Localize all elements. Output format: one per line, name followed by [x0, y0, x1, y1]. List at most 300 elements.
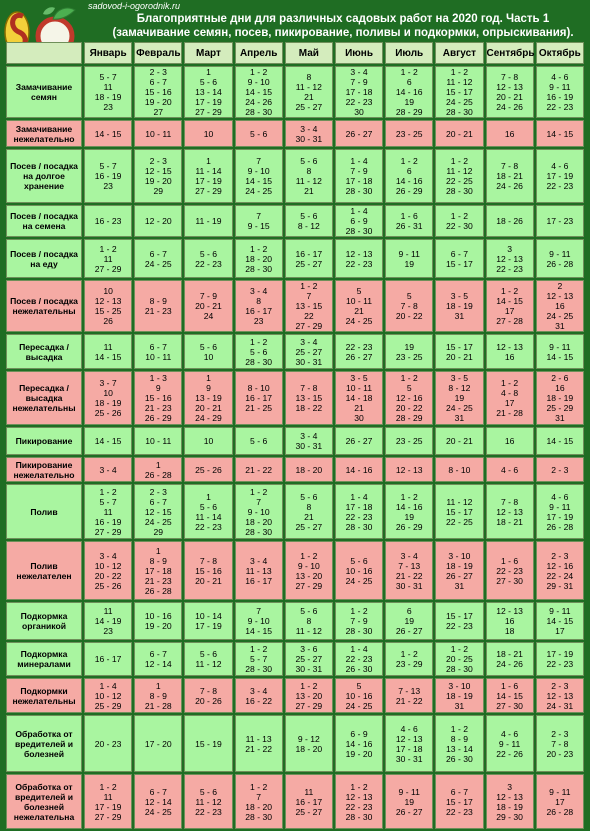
garden-calendar-table: [4, 40, 586, 831]
day-ranges: 11 - 13 21 - 22: [245, 733, 273, 754]
day-cell: [536, 334, 584, 369]
day-ranges: 4 - 6: [500, 464, 519, 475]
day-cell: [84, 541, 132, 600]
day-ranges: 20 - 21: [446, 436, 473, 446]
day-cell: [435, 642, 483, 676]
day-cell: [285, 120, 333, 147]
day-cell: [536, 541, 584, 600]
day-ranges: 1 8 - 9 21 - 28: [144, 680, 172, 711]
day-ranges: 6 19 26 - 27: [395, 606, 423, 636]
day-cell: [486, 541, 534, 600]
day-cell: [335, 678, 383, 713]
day-cell: [285, 239, 333, 278]
day-ranges: 1 - 2 7 9 - 10 18 - 20 28 - 30: [245, 486, 273, 537]
day-ranges: 2 - 6 16 18 - 19 25 - 29 31: [546, 373, 574, 423]
row-label: [6, 239, 82, 278]
day-cell: [134, 774, 182, 829]
day-cell: [235, 484, 283, 539]
day-ranges: 7 9 - 10 14 - 15: [245, 606, 273, 636]
day-ranges: 1 - 4 22 - 23 26 - 30: [345, 644, 373, 674]
day-cell: [84, 602, 132, 640]
month-header: Февраль: [134, 42, 182, 64]
day-cell: [184, 371, 232, 425]
row-label-text: Подкормка минералами: [17, 649, 71, 669]
day-cell: [335, 280, 383, 332]
day-cell: [134, 371, 182, 425]
page-title: [100, 12, 586, 40]
day-cell: [134, 280, 182, 332]
day-ranges: 6 - 7 10 - 11: [145, 341, 172, 362]
day-ranges: 5 - 6 8 11 - 12 21: [295, 156, 322, 196]
day-cell: [486, 334, 534, 369]
day-ranges: 14 - 15: [94, 436, 122, 446]
day-cell: [385, 149, 433, 203]
day-cell: [435, 66, 483, 118]
day-cell: [486, 280, 534, 332]
day-cell: [536, 427, 584, 455]
day-ranges: 1 - 4 10 - 12 25 - 29: [94, 680, 122, 711]
day-cell: [134, 457, 182, 482]
day-cell: [335, 334, 383, 369]
day-ranges: 1 - 2 18 - 20 28 - 30: [245, 243, 273, 274]
day-cell: [285, 66, 333, 118]
day-cell: [536, 484, 584, 539]
day-cell: [84, 427, 132, 455]
row-label-text: Пересадка / высадка: [19, 341, 69, 362]
day-cell: [285, 457, 333, 482]
day-cell: [285, 541, 333, 600]
day-cell: [84, 484, 132, 539]
day-cell: [84, 66, 132, 118]
day-cell: [435, 715, 483, 772]
day-ranges: 12 - 13 16: [496, 341, 523, 362]
day-cell: [385, 484, 433, 539]
day-ranges: 4 - 6 12 - 13 17 - 18 30 - 31: [395, 723, 423, 764]
day-ranges: 9 - 12 18 - 20: [295, 733, 323, 754]
day-cell: [385, 371, 433, 425]
day-cell: [184, 205, 232, 237]
day-cell: [385, 774, 433, 829]
row-label: [6, 678, 82, 713]
day-ranges: 1 26 - 28: [144, 459, 172, 480]
day-ranges: 1 - 2 14 - 16 19 26 - 29: [395, 491, 423, 532]
day-cell: [435, 774, 483, 829]
day-ranges: 17 - 19 22 - 23: [546, 649, 574, 669]
day-ranges: 2 - 3 6 - 7 15 - 16 19 - 20 27: [144, 67, 172, 117]
day-ranges: 22 - 23 26 - 27: [345, 341, 373, 362]
day-ranges: 1 - 6 26 - 31: [395, 211, 423, 231]
day-ranges: 7 - 8 13 - 15 18 - 22: [295, 383, 323, 413]
day-ranges: 9 - 11 26 - 28: [546, 248, 574, 269]
day-ranges: 25 - 26: [195, 464, 222, 475]
day-ranges: 1 - 2 22 - 30: [446, 211, 473, 231]
day-cell: [536, 239, 584, 278]
day-ranges: 10 - 11: [145, 128, 172, 139]
row-label: [6, 120, 82, 147]
day-ranges: 1 - 6 22 - 23 27 - 30: [496, 555, 523, 586]
day-ranges: 18 - 26: [496, 216, 523, 226]
day-cell: [385, 239, 433, 278]
header-row: [6, 42, 584, 64]
day-ranges: 5 - 6 8 21 25 - 27: [295, 491, 323, 532]
row-label-text: Посев / посадка на долгое хранение: [10, 161, 78, 191]
row-label: [6, 427, 82, 455]
month-header: Август: [435, 42, 483, 64]
day-ranges: 1 - 2 20 - 25 28 - 30: [446, 644, 473, 674]
day-ranges: 3 - 5 8 - 12 19 24 - 25 31: [446, 373, 473, 423]
month-header: Январь: [84, 42, 132, 64]
day-ranges: 7 9 - 15: [247, 211, 270, 231]
day-ranges: 10: [203, 436, 214, 446]
day-ranges: 1 - 4 7 - 9 17 - 18 28 - 30: [345, 156, 373, 196]
day-ranges: 3 - 4 8 16 - 17 23: [245, 286, 273, 326]
day-ranges: 7 - 9 20 - 21 24: [195, 291, 222, 321]
day-ranges: 7 - 8 12 - 13 18 - 21: [496, 496, 523, 527]
day-cell: [184, 120, 232, 147]
day-ranges: 11 14 - 19 23: [94, 606, 122, 636]
day-ranges: 12 - 20: [144, 216, 172, 226]
day-cell: [335, 602, 383, 640]
day-cell: [285, 371, 333, 425]
day-ranges: 26 - 27: [345, 436, 373, 446]
day-ranges: 1 - 2 13 - 20 27 - 29: [295, 680, 323, 711]
row-label-text: Пикирование: [15, 436, 73, 446]
day-cell: [335, 120, 383, 147]
row-label-text: Полив: [30, 506, 58, 517]
table-row: [6, 427, 584, 455]
day-cell: [385, 602, 433, 640]
day-ranges: 5 - 6: [250, 436, 268, 446]
row-label-text: Подкормка органикой: [20, 611, 68, 631]
day-cell: [84, 149, 132, 203]
day-cell: [285, 484, 333, 539]
day-ranges: 1 - 2 12 - 13 22 - 23 28 - 30: [345, 781, 373, 822]
row-label-text: Подкормки нежелательны: [12, 685, 76, 706]
day-ranges: 7 - 13 21 - 22: [395, 685, 423, 706]
day-cell: [385, 678, 433, 713]
title-line-2: (замачивание семян, посев, пикирование, поливы и подкормки, опрыскивания).: [112, 27, 574, 39]
day-ranges: 14 - 15: [546, 128, 574, 139]
day-cell: [84, 678, 132, 713]
table-row: [6, 239, 584, 278]
day-cell: [84, 334, 132, 369]
day-cell: [486, 239, 534, 278]
day-ranges: 23 - 25: [395, 436, 423, 446]
month-header: Сентябрь: [486, 42, 534, 64]
day-cell: [235, 715, 283, 772]
day-cell: [134, 642, 182, 676]
day-ranges: 11 16 - 17 25 - 27: [295, 786, 323, 817]
day-cell: [285, 149, 333, 203]
day-ranges: 16 - 17: [94, 654, 122, 664]
day-ranges: 3 - 4 30 - 31: [295, 123, 323, 144]
day-ranges: 3 - 4 10 - 12 20 - 22 25 - 26: [94, 550, 122, 591]
day-cell: [134, 484, 182, 539]
row-label-text: Замачивание нежелательно: [13, 123, 75, 144]
day-ranges: 4 - 6 9 - 11 17 - 19 26 - 28: [546, 491, 574, 532]
day-cell: [285, 280, 333, 332]
row-label-text: Посев / посадка нежелательны: [10, 296, 78, 316]
day-cell: [435, 239, 483, 278]
row-label: [6, 602, 82, 640]
day-ranges: 16: [504, 436, 515, 446]
day-cell: [335, 774, 383, 829]
row-label-text: Полив нежелателен: [16, 560, 72, 581]
day-cell: [385, 642, 433, 676]
row-label: [6, 457, 82, 482]
row-label: [6, 484, 82, 539]
day-ranges: 20 - 21: [446, 128, 473, 139]
day-cell: [184, 149, 232, 203]
day-ranges: 6 - 7 15 - 17: [446, 248, 473, 269]
day-cell: [84, 205, 132, 237]
day-cell: [84, 120, 132, 147]
corner-cell: [6, 42, 82, 64]
table-row: [6, 205, 584, 237]
day-ranges: 8 - 10 16 - 17 21 - 25: [245, 383, 273, 413]
day-ranges: 8 11 - 12 21 25 - 27: [295, 72, 323, 112]
day-ranges: 2 - 3 7 - 8 20 - 23: [546, 728, 574, 759]
row-label: [6, 149, 82, 203]
day-ranges: 7 - 8 18 - 21 24 - 26: [496, 161, 523, 191]
table-row: [6, 457, 584, 482]
day-ranges: 14 - 15: [546, 436, 574, 446]
day-cell: [285, 642, 333, 676]
day-ranges: 3 - 6 25 - 27 30 - 31: [295, 644, 323, 674]
day-cell: [235, 239, 283, 278]
day-cell: [134, 334, 182, 369]
day-ranges: 3 - 10 18 - 19 26 - 27 31: [446, 550, 473, 591]
day-cell: [184, 239, 232, 278]
day-cell: [134, 239, 182, 278]
day-cell: [335, 239, 383, 278]
day-ranges: 5 - 6 10 - 16 24 - 25: [345, 555, 373, 586]
month-header: Июнь: [335, 42, 383, 64]
row-label-text: Обработка от вредителей и болезней: [14, 728, 74, 759]
month-header: Май: [285, 42, 333, 64]
day-ranges: 20 - 23: [94, 738, 122, 749]
day-cell: [536, 642, 584, 676]
day-cell: [335, 427, 383, 455]
day-cell: [235, 66, 283, 118]
day-ranges: 1 - 2 7 18 - 20 28 - 30: [245, 781, 273, 822]
day-ranges: 16 - 23: [94, 216, 122, 226]
day-cell: [486, 120, 534, 147]
month-header: Март: [184, 42, 232, 64]
day-cell: [184, 334, 232, 369]
row-label: [6, 541, 82, 600]
day-cell: [385, 120, 433, 147]
day-ranges: 21 - 22: [245, 464, 273, 475]
day-ranges: 1 - 2 6 14 - 16 26 - 29: [395, 156, 423, 196]
day-cell: [235, 678, 283, 713]
day-cell: [184, 280, 232, 332]
day-cell: [335, 715, 383, 772]
day-ranges: 3 - 4 7 - 9 17 - 18 22 - 23 30: [345, 67, 373, 117]
day-ranges: 18 - 20: [295, 464, 323, 475]
day-cell: [184, 484, 232, 539]
day-ranges: 4 - 6 9 - 11 16 - 19 22 - 23: [546, 72, 574, 112]
day-cell: [285, 427, 333, 455]
day-ranges: 10 12 - 13 15 - 25 26: [94, 286, 122, 326]
day-ranges: 5 10 - 16 24 - 25: [345, 680, 373, 711]
day-ranges: 1 - 2 23 - 29: [395, 649, 423, 669]
row-label-text: Обработка от вредителей и болезней нежелательна: [13, 781, 75, 822]
row-label: [6, 334, 82, 369]
day-cell: [385, 66, 433, 118]
row-label: [6, 66, 82, 118]
day-ranges: 5 - 6: [250, 128, 268, 139]
day-ranges: 19 23 - 25: [395, 341, 423, 362]
day-ranges: 5 10 - 11 21 24 - 25: [345, 286, 373, 326]
day-cell: [335, 457, 383, 482]
day-ranges: 6 - 7 24 - 25: [144, 248, 172, 269]
day-cell: [235, 427, 283, 455]
table-row: [6, 484, 584, 539]
day-cell: [435, 334, 483, 369]
day-cell: [536, 715, 584, 772]
day-ranges: 1 - 2 5 - 7 11 16 - 19 27 - 29: [94, 486, 122, 537]
day-ranges: 7 - 8 20 - 26: [195, 685, 222, 706]
day-ranges: 7 - 8 12 - 13 20 - 21 24 - 26: [496, 72, 523, 112]
day-cell: [184, 457, 232, 482]
day-cell: [285, 205, 333, 237]
day-ranges: 5 7 - 8 20 - 22: [395, 291, 423, 321]
day-ranges: 18 - 21 24 - 26: [496, 649, 523, 669]
day-ranges: 1 - 2 6 14 - 16 19 28 - 29: [395, 67, 423, 117]
day-cell: [486, 205, 534, 237]
day-ranges: 8 - 10: [448, 464, 471, 475]
day-cell: [134, 541, 182, 600]
day-cell: [536, 457, 584, 482]
day-cell: [184, 541, 232, 600]
day-ranges: 7 - 8 15 - 16 20 - 21: [195, 555, 222, 586]
day-cell: [235, 457, 283, 482]
day-cell: [285, 678, 333, 713]
table-row: [6, 715, 584, 772]
day-cell: [84, 457, 132, 482]
day-cell: [335, 205, 383, 237]
day-ranges: 1 - 2 11 27 - 29: [94, 243, 122, 274]
day-ranges: 5 - 6 8 11 - 12: [295, 606, 322, 636]
day-ranges: 9 - 11 19: [398, 248, 420, 269]
day-ranges: 1 - 6 14 - 15 27 - 30: [496, 680, 523, 711]
day-cell: [536, 66, 584, 118]
day-ranges: 4 - 6 17 - 19 22 - 23: [546, 161, 574, 191]
day-ranges: 3 - 4 16 - 22: [245, 685, 273, 706]
table-row: [6, 678, 584, 713]
day-cell: [285, 334, 333, 369]
day-cell: [184, 66, 232, 118]
day-cell: [84, 642, 132, 676]
day-cell: [184, 427, 232, 455]
row-label: [6, 205, 82, 237]
day-cell: [486, 66, 534, 118]
day-ranges: 3 12 - 13 18 - 19 29 - 30: [496, 781, 523, 822]
day-cell: [536, 371, 584, 425]
day-cell: [285, 602, 333, 640]
day-cell: [134, 120, 182, 147]
day-cell: [335, 149, 383, 203]
day-cell: [486, 678, 534, 713]
day-cell: [235, 541, 283, 600]
day-ranges: 1 - 3 9 15 - 16 21 - 23 26 - 29: [144, 373, 172, 423]
day-ranges: 1 5 - 6 13 - 14 17 - 19 27 - 29: [195, 67, 222, 117]
day-cell: [84, 715, 132, 772]
day-ranges: 3 - 4: [99, 464, 117, 475]
day-cell: [385, 541, 433, 600]
row-label: [6, 371, 82, 425]
day-ranges: 6 - 9 14 - 16 19 - 20: [345, 728, 373, 759]
day-ranges: 23 - 25: [395, 128, 423, 139]
day-cell: [84, 774, 132, 829]
day-ranges: 17 - 23: [546, 216, 574, 226]
day-cell: [536, 774, 584, 829]
day-cell: [235, 205, 283, 237]
day-cell: [435, 457, 483, 482]
day-ranges: 3 - 4 7 - 13 21 - 22 30 - 31: [395, 550, 423, 591]
day-ranges: 1 - 2 5 - 6 28 - 30: [245, 336, 273, 367]
day-ranges: 3 - 4 11 - 13 16 - 17: [245, 555, 273, 586]
table-row: [6, 541, 584, 600]
row-label: [6, 774, 82, 829]
day-ranges: 1 - 2 11 - 12 22 - 25 28 - 30: [446, 156, 473, 196]
day-cell: [435, 678, 483, 713]
day-ranges: 1 - 4 6 - 9 28 - 30: [345, 206, 373, 236]
day-ranges: 10 - 11: [145, 436, 172, 446]
day-cell: [335, 371, 383, 425]
row-label-text: Посев / посадка на еду: [10, 248, 78, 269]
day-ranges: 3 - 4 30 - 31: [295, 431, 323, 451]
month-header: Октябрь: [536, 42, 584, 64]
day-cell: [285, 715, 333, 772]
day-cell: [235, 334, 283, 369]
day-ranges: 3 - 5 18 - 19 31: [446, 291, 473, 321]
day-cell: [486, 371, 534, 425]
day-ranges: 2 - 3 6 - 7 12 - 15 24 - 25 29: [144, 486, 172, 537]
day-ranges: 2 - 3 12 - 15 19 - 20 29: [144, 156, 172, 196]
day-cell: [134, 66, 182, 118]
day-cell: [435, 484, 483, 539]
day-cell: [486, 774, 534, 829]
day-ranges: 5 - 7 16 - 19 23: [94, 161, 122, 191]
row-label-text: Пересадка / высадка нежелательны: [12, 383, 76, 413]
site-url[interactable]: sadovod-i-ogorodnik.ru: [88, 1, 181, 11]
day-ranges: 1 - 2 14 - 15 17 27 - 28: [496, 286, 523, 326]
day-ranges: 2 - 3: [551, 464, 569, 475]
day-cell: [235, 602, 283, 640]
day-cell: [235, 774, 283, 829]
table-row: [6, 66, 584, 118]
day-cell: [536, 678, 584, 713]
day-ranges: 6 - 7 12 - 14 24 - 25: [144, 786, 172, 817]
month-header: Апрель: [235, 42, 283, 64]
day-ranges: 5 - 6 22 - 23: [195, 248, 222, 269]
day-cell: [134, 602, 182, 640]
day-ranges: 1 5 - 6 11 - 14 22 - 23: [195, 491, 222, 532]
day-ranges: 15 - 17 22 - 23: [446, 611, 473, 631]
day-cell: [335, 642, 383, 676]
day-cell: [285, 774, 333, 829]
day-cell: [84, 239, 132, 278]
day-cell: [536, 120, 584, 147]
day-cell: [435, 120, 483, 147]
day-ranges: 5 - 6 11 - 12 22 - 23: [195, 786, 222, 817]
day-cell: [184, 642, 232, 676]
row-label-text: Пикирование нежелательно: [13, 459, 75, 480]
day-ranges: 6 - 7 12 - 14: [144, 649, 172, 669]
day-ranges: 2 - 3 12 - 16 22 - 24 29 - 31: [546, 550, 574, 591]
